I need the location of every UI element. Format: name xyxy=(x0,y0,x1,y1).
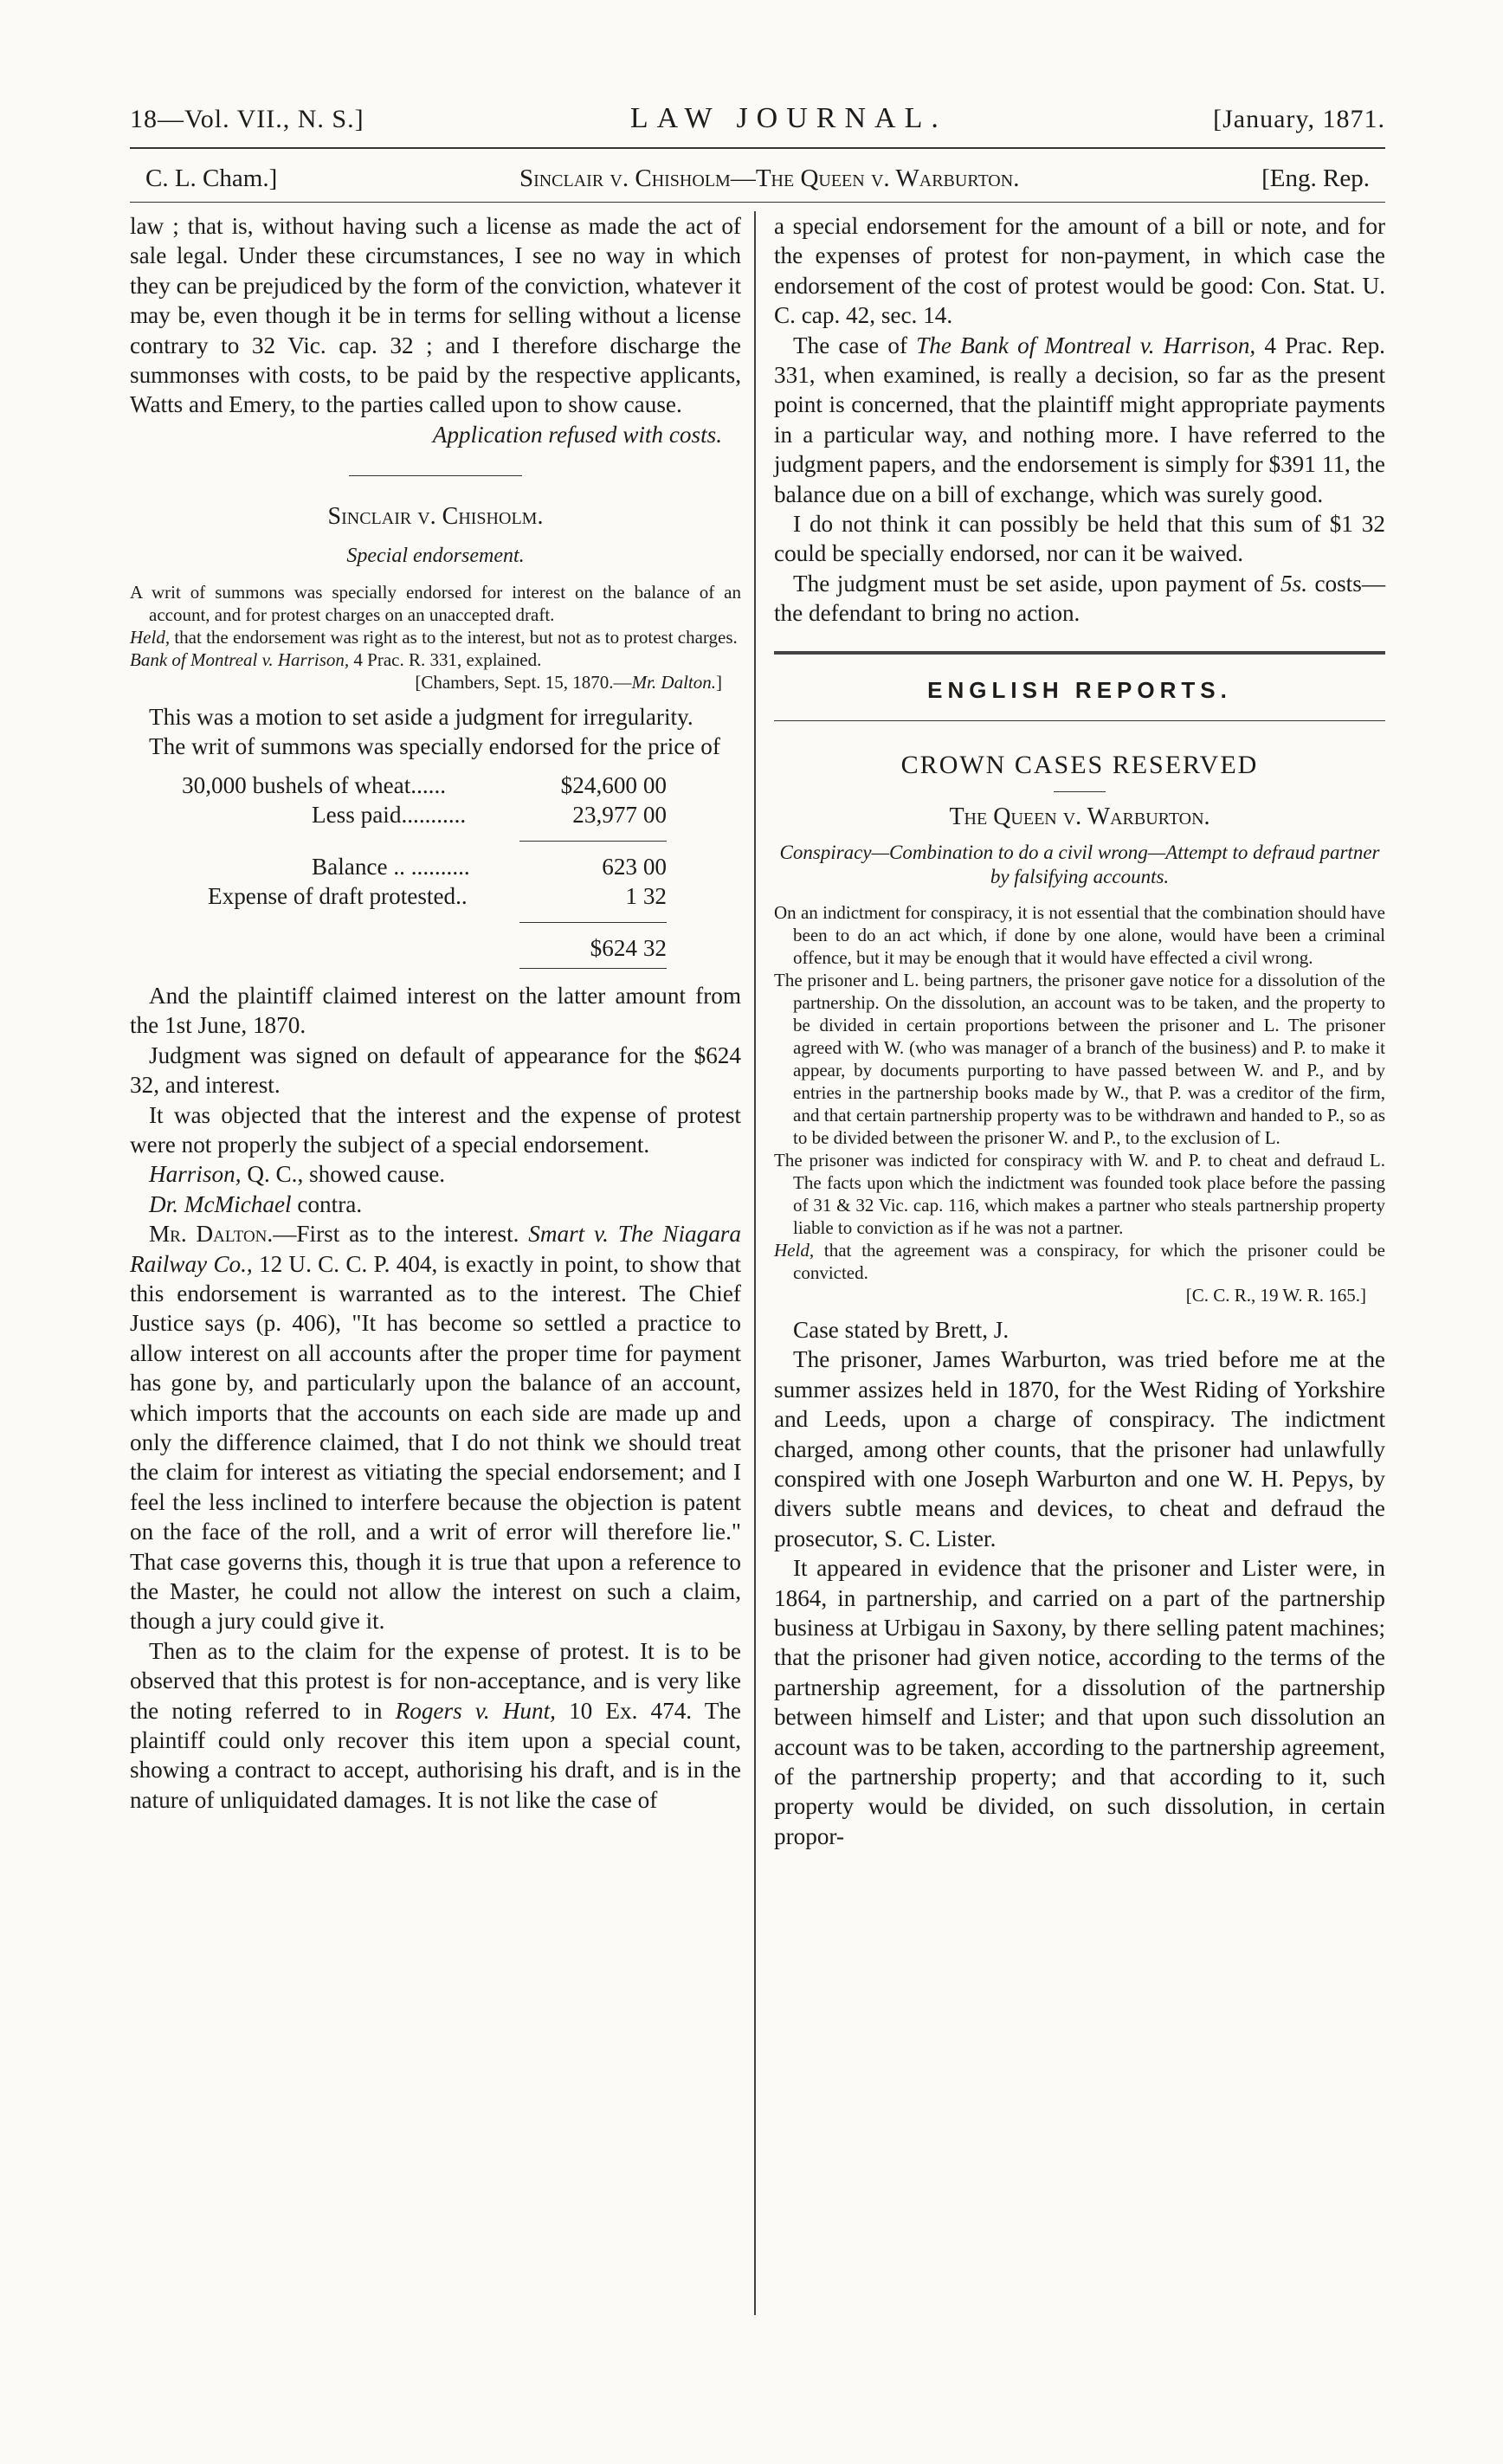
headnote: Held, that the endorsement was right as to the interest, but not as to protest charges. xyxy=(130,627,738,648)
citation-line: [C. C. R., 19 W. R. 165.] xyxy=(1185,1284,1366,1306)
headnote: On an indictment for conspiracy, it is not essential that the combination should have been to do an act which, if done by one alone, would have been a criminal offence, but it may be enough that it would have effected a civil wrong. xyxy=(774,901,1385,968)
ledger xyxy=(182,771,667,969)
paragraph: Case stated by Brett, J. xyxy=(793,1316,1010,1343)
headnote: A writ of summons was specially endorsed for interest on the balance of an account, and for protest charges on an unaccepted draft. xyxy=(130,582,741,626)
result-line: Application refused with costs. xyxy=(432,421,722,448)
headnote: Bank of Montreal v. Harrison, 4 Prac. R. 331, explained. xyxy=(130,649,542,671)
section-banner: ENGLISH REPORTS. xyxy=(927,676,1232,703)
paragraph: Then as to the claim for the expense of protest. It is to be observed that this protest is for non-acceptance, and is very like the noting referred to in Rogers v. Hunt, 10 Ex. 474. The plaintiff could only recover this item upon a special count, showing a contract to accept, authorising his draft, and is in the nature of unliquidated damages. It is not like the case of xyxy=(130,1637,741,1813)
right-column xyxy=(774,211,1385,1851)
subheader-court: C. L. Cham.] xyxy=(145,164,278,192)
left-column xyxy=(130,211,741,1851)
ledger-row: 30,000 bushels of wheat...... $24,600 00 xyxy=(182,771,667,798)
headnote: The prisoner was indicted for conspiracy with W. and P. to cheat and defraud L. The facts upon which the indictment was founded took place before the passing of 31 & 32 Vic. cap. 116, which makes a partner who steals partnership property liable to conviction as if he was not a partner. xyxy=(774,1149,1385,1238)
header-date: [January, 1871. xyxy=(1213,105,1385,133)
paragraph: The writ of summons was specially endorsed for the price of xyxy=(149,733,720,760)
ledger-total: $624 32 xyxy=(590,934,667,961)
paragraph: And the plaintiff claimed interest on the latter amount from the 1st June, 1870. xyxy=(130,982,741,1039)
paragraph: law ; that is, without having such a license as made the act of sale legal. Under these circumstances, I see no way in which they can be prejudiced by the form of the conviction, whatever it may be, even though it be in terms for selling without a license contrary to 32 Vic. cap. 32 ; and I therefore discharge the summonses with costs, to be paid by the respective applicants, Watts and Emery, to the parties called upon to show cause. xyxy=(130,213,741,418)
subheader-rule xyxy=(130,202,1385,203)
columns xyxy=(130,211,1385,1851)
paragraph: Judgment was signed on default of appearance for the $624 32, and interest. xyxy=(130,1042,741,1099)
headnote: The prisoner and L. being partners, the prisoner gave notice for a dissolution of the partnership. On the dissolution, an account was to be taken, and the property to be divided in certain proportions between the prisoner and L. The prisoner agreed with W. (who was manager of a branch of the business) and P. to make it appear, by documents purporting to have passed between W. and P., and by entries in the partnership books made by W., that P. was a creditor of the firm, and that certain partnership property was to be withdrawn and handed to P., so as to be divided between the prisoner W. and P., to the exclusion of L. xyxy=(774,969,1385,1148)
sub-header xyxy=(130,164,1385,193)
header-title: LAW JOURNAL. xyxy=(629,102,947,134)
paragraph: Harrison, Q. C., showed cause. xyxy=(149,1161,446,1188)
chambers-line: [Chambers, Sept. 15, 1870.—Mr. Dalton.] xyxy=(415,672,722,693)
ledger-rule xyxy=(519,968,667,969)
subheader-reports: [Eng. Rep. xyxy=(1261,164,1370,192)
paragraph: Mr. Dalton.—First as to the interest. Smart v. The Niagara Railway Co., 12 U. C. C. P. 404, is exactly in point, to show that this endorsement is warranted as to the interest. The Chief Justice says (p. 406), "It has become so settled a practice to allow interest on all accounts after the proper time for payment has gone by, and particularly upon the balance of an account, which imports that the accounts on each side are made up and only the difference claimed, that I do not think we should treat the claim for interest as vitiating the special endorsement; and I feel the less inclined to interfere because the objection is patent on the face of the roll, and a writ of error will therefore lie." That case governs this, though it is true that upon a reference to the Master, he could not allow the interest on such a claim, though a jury could give it. xyxy=(130,1221,741,1635)
header-volume: 18—Vol. VII., N. S.] xyxy=(130,105,364,133)
case-subtitle: Conspiracy—Combination to do a civil wrong—Attempt to defraud partner by falsifying accounts. xyxy=(779,841,1380,887)
newspaper-page xyxy=(130,102,1385,1851)
running-header xyxy=(130,102,1385,135)
paragraph: Dr. McMichael contra. xyxy=(149,1190,363,1217)
ledger-row: Balance .. .......... 623 00 xyxy=(312,853,667,880)
banner-rule xyxy=(774,720,1385,721)
case-title: The Queen v. Warburton. xyxy=(949,803,1210,830)
paragraph: The judgment must be set aside, upon payment of 5s. costs—the defendant to bring no action. xyxy=(774,570,1386,627)
paragraph: The prisoner, James Warburton, was tried before me at the summer assizes held in 1870, for the West Riding of Yorkshire and Leeds, upon a charge of conspiracy. The indictment charged, among other counts, that the prisoner had unlawfully conspired with one Joseph Warburton and one W. H. Pepys, by divers subtle means and devices, to cheat and defraud the prosecutor, S. C. Lister. xyxy=(774,1346,1385,1551)
ledger-rule xyxy=(519,922,667,923)
subheader-cases: Sinclair v. Chisholm—The Queen v. Warburton. xyxy=(519,164,1020,192)
headnote: Held, that the agreement was a conspiracy, for which the prisoner could be convicted. xyxy=(774,1239,1385,1283)
section-rule xyxy=(774,651,1385,655)
ledger-row: Expense of draft protested.. 1 32 xyxy=(208,883,667,910)
case-title: Sinclair v. Chisholm. xyxy=(327,503,544,531)
heading-rule xyxy=(1054,791,1106,792)
header-rule xyxy=(130,147,1385,149)
column-divider xyxy=(754,211,756,2315)
headnotes xyxy=(774,901,1385,1306)
paragraph: It was objected that the interest and the expense of protest were not properly the subject of a special endorsement. xyxy=(130,1101,741,1158)
paragraph: I do not think it can possibly be held that this sum of $1 32 could be specially endorsed, nor can it be waived. xyxy=(774,511,1385,567)
paragraph: It appeared in evidence that the prisoner and Lister were, in 1864, in partnership, and carried on a part of the partnership business at Urbigau in Saxony, by there selling patent machines; that the prisoner had given notice, according to the terms of the partnership agreement, for a dissolution of the partnership between himself and Lister; and that upon such dissolution an account was to be taken, according to the partnership agreement, of the partnership property; and that according to it, such property would be divided, on such dissolution, in certain propor- xyxy=(774,1555,1385,1849)
headnotes xyxy=(130,581,741,693)
paragraph: The case of The Bank of Montreal v. Harrison, 4 Prac. Rep. 331, when examined, is really a decision, so far as the present point is concerned, that the plaintiff might appropriate payments in a particular way, and nothing more. I have referred to the judgment papers, and the endorsement is simply for $391 11, the balance due on a bill of exchange, which was surely good. xyxy=(774,332,1385,507)
ledger-row: Less paid........... 23,977 00 xyxy=(312,802,667,829)
paragraph: This was a motion to set aside a judgment for irregularity. xyxy=(149,704,693,731)
section-heading: CROWN CASES RESERVED xyxy=(900,751,1259,780)
case-subtitle: Special endorsement. xyxy=(346,544,525,567)
ledger-rule xyxy=(519,841,667,842)
paragraph: a special endorsement for the amount of a bill or note, and for the expenses of protest for non-payment, in which case the endorsement of the cost of protest would be good: Con. Stat. U. C. cap. 42, sec. 14. xyxy=(774,213,1385,329)
section-rule xyxy=(349,475,522,476)
